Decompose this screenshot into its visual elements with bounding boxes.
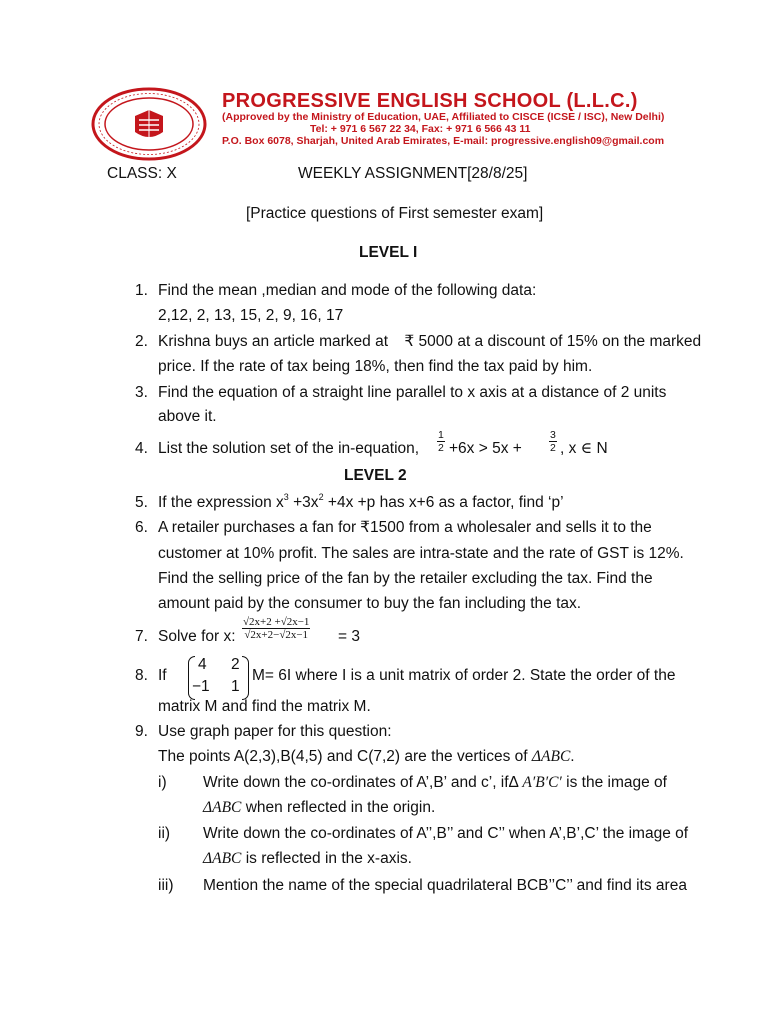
q3-text: Find the equation of a straight line parallel to x axis at a distance of 2 units [158,384,667,401]
q2-text [158,332,701,352]
q5-text [158,493,564,513]
q6-text-line2: customer at 10% profit. The sales are intra-state and the rate of GST is 12%. [158,545,684,562]
q8-text-line2: matrix M and find the matrix M. [158,698,371,715]
question-number: 7. [135,628,148,645]
fraction-numerator: 3 [550,429,556,441]
q7-text: Solve for x: [158,628,236,645]
question-number: 1. [135,282,148,299]
matrix-cell: −1 [192,678,210,695]
superscript: 3 [283,492,289,502]
q8-if: If [158,667,167,684]
part-ii-text: Write down the co-ordinates of A’’,B’’ and C’’ when A’,B’,C’ the image of [203,825,689,842]
part-iii-text: Mention the name of the special quadrilateral BCB’’C’’ and find its area [203,877,687,894]
q4-text-c [560,439,608,459]
q1-text: Find the mean ,median and mode of the following data: [158,282,537,299]
q6-text [158,518,652,538]
superscript: 2 [318,492,324,502]
fraction-denominator: 2 [550,442,556,454]
rupee-icon: ₹ [404,333,415,350]
part-i-text-line2 [203,798,435,818]
q8-text: M= 6I where I is a unit matrix of order 2. State the order of the [252,667,676,684]
subtitle: [Practice questions of First semester exam] [246,205,544,222]
triangle-abc: ΔABC [203,799,242,816]
question-number: 2. [135,333,148,350]
q4-fraction-1 [437,429,445,454]
question-number: 6. [135,519,148,536]
fraction-numerator: √2x+2 +√2x−1 [243,616,310,628]
q2-text-b: 5000 at a discount of 15% on the marked [418,333,702,350]
triangle-abc: ΔABC [203,850,242,867]
part-label: iii) [158,877,174,894]
level1-heading: LEVEL I [359,244,418,261]
class-label: CLASS: X [107,165,177,182]
fraction-denominator: 2 [438,442,444,454]
part-i-text-b: is the image of [566,774,667,791]
fraction-numerator: 1 [438,429,444,441]
question-number: 5. [135,494,148,511]
q4-fraction-2 [549,429,557,454]
part-ii-text-line2 [203,849,412,869]
assignment-title: WEEKLY ASSIGNMENT[28/8/25] [298,165,528,182]
address-line: P.O. Box 6078, Sharjah, United Arab Emirates, E-mail: progressive.english09@gmail.com [222,135,665,147]
level2-heading: LEVEL 2 [344,467,407,484]
part-ii-text-b: is reflected in the x-axis. [245,850,412,867]
question-number: 4. [135,440,148,457]
q9-text-line2 [158,747,575,767]
q9-text-a: The points A(2,3),B(4,5) and C(7,2) are the vertices of [158,748,528,765]
school-name: PROGRESSIVE ENGLISH SCHOOL (L.L.C.) [222,90,638,112]
q5-text-a: If the expression x [158,494,284,511]
question-number: 8. [135,667,148,684]
q6-text-line4: amount paid by the consumer to buy the fan including the tax. [158,595,582,612]
part-i-text-a: Write down the co-ordinates of A’,B’ and c’, ifΔ [203,774,519,791]
triangle-abc: ΔABC [531,748,571,765]
rupee-icon: ₹ [360,519,371,536]
part-i-text-c: when reflected in the origin. [245,799,436,816]
q9-text-b: . [570,748,575,765]
fraction-denominator: √2x+2−√2x−1 [244,629,309,641]
part-label: i) [158,774,167,791]
element-of-icon: ∈ [580,440,593,457]
question-number: 3. [135,384,148,401]
matrix-cell: 1 [231,678,240,695]
part-i-text [203,773,667,793]
approval-line: (Approved by the Ministry of Education, UAE, Affiliated to CISCE (ICSE / ISC), New Delhi) [222,111,665,123]
contact-line: Tel: + 971 6 567 22 34, Fax: + 971 6 566 43 11 [310,123,531,135]
q4-text-a: List the solution set of the in-equation, [158,440,420,457]
school-crest-logo [90,86,208,162]
matrix-cell: 2 [231,656,240,673]
q6-text-line3: Find the selling price of the fan by the retailer excluding the tax. Find the [158,570,653,587]
q2-text-line2: price. If the rate of tax being 18%, then find the tax paid by him. [158,358,593,375]
q7-rhs: = 3 [338,628,360,645]
q7-fraction [242,616,310,641]
matrix-right-bracket [242,656,249,700]
q6-text-b: 1500 from a wholesaler and sells it to the [370,519,652,536]
q5-text-b: +3x [293,494,319,511]
question-number: 9. [135,723,148,740]
matrix-cell: 4 [198,656,207,673]
q4-text-b: +6x > 5x + [449,440,522,457]
q3-text-line2: above it. [158,408,217,425]
q2-text-a: Krishna buys an article marked at [158,333,389,350]
part-label: ii) [158,825,171,842]
q4-var: , x [560,440,577,457]
q1-data: 2,12, 2, 13, 15, 2, 9, 16, 17 [158,307,344,324]
q4-set: N [596,440,608,457]
triangle-prime: A′B′C′ [522,774,562,791]
q6-text-a: A retailer purchases a fan for [158,519,357,536]
q5-text-c: +4x +p has x+6 as a factor, find ‘p’ [327,494,564,511]
q9-text: Use graph paper for this question: [158,723,392,740]
